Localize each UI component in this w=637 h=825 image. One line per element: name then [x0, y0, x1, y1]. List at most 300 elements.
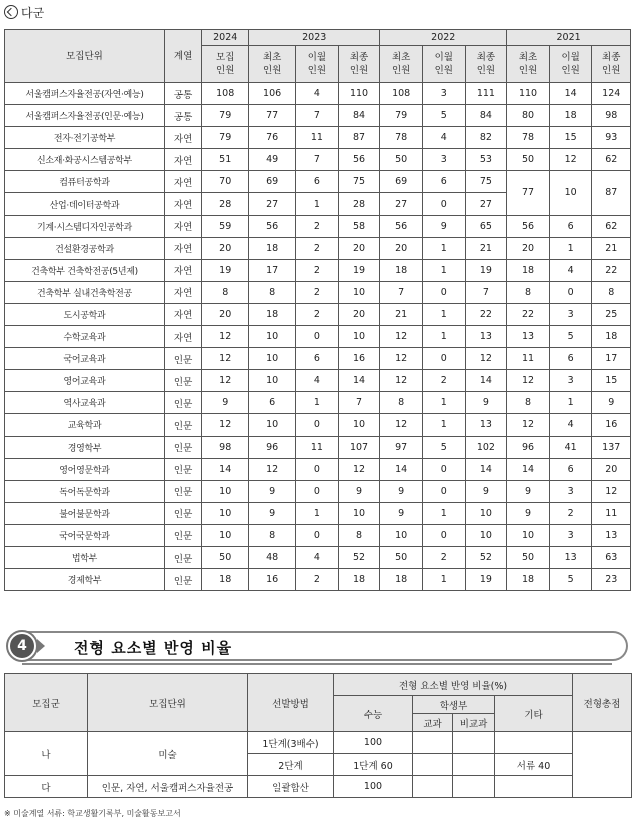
header-carry: 이월 인원 — [422, 46, 465, 83]
table-row — [5, 237, 631, 259]
cell-unit: 국어교육과 — [5, 348, 165, 370]
cell-2023-initial: 69 — [249, 171, 296, 193]
cell-unit: 영어교육과 — [5, 370, 165, 392]
table-row — [5, 546, 631, 568]
arrow-circle-icon — [4, 5, 18, 19]
cell-2021-final: 25 — [592, 303, 631, 325]
cell-category: 인문 — [164, 414, 201, 436]
cell-2021-initial: 22 — [507, 303, 550, 325]
cell-2022-initial: 12 — [380, 370, 423, 392]
cell-2021-carry: 15 — [549, 127, 592, 149]
cell-2023-initial: 10 — [249, 370, 296, 392]
cell-2021-final: 62 — [592, 149, 631, 171]
cell-2021-initial: 77 — [507, 171, 550, 215]
cell-2022-final: 13 — [465, 414, 507, 436]
cell-2023-carry: 2 — [296, 281, 339, 303]
table-row — [5, 458, 631, 480]
cell-category: 인문 — [164, 524, 201, 546]
cell-2023-carry: 7 — [296, 105, 339, 127]
cell-2021-initial: 20 — [507, 237, 550, 259]
cell-2023-initial: 106 — [249, 83, 296, 105]
cell-2023-final: 58 — [338, 215, 380, 237]
cell-2022-final: 9 — [465, 480, 507, 502]
cell-2022-carry: 6 — [422, 171, 465, 193]
cell-2022-final: 27 — [465, 193, 507, 215]
cell-2021-carry: 5 — [549, 326, 592, 348]
cell-2022-final: 75 — [465, 171, 507, 193]
cell-2021-initial: 14 — [507, 458, 550, 480]
cell-2021-final: 17 — [592, 348, 631, 370]
header-initial: 최초 인원 — [380, 46, 423, 83]
cell-2022-final: 10 — [465, 524, 507, 546]
cell-category: 인문 — [164, 458, 201, 480]
cell-2023-final: 28 — [338, 193, 380, 215]
cell-2022-initial: 97 — [380, 436, 423, 458]
cell-2024-recruit: 28 — [202, 193, 249, 215]
cell-unit: 독어독문학과 — [5, 480, 165, 502]
cell-category: 자연 — [164, 127, 201, 149]
cell-group: 나 — [5, 732, 88, 776]
cell-2023-carry: 2 — [296, 215, 339, 237]
cell-2023-initial: 27 — [249, 193, 296, 215]
cell-category: 인문 — [164, 370, 201, 392]
cell-2021-initial: 12 — [507, 370, 550, 392]
cell-2022-initial: 18 — [380, 569, 423, 591]
header-final: 최종 인원 — [592, 46, 631, 83]
cell-2024-recruit: 70 — [202, 171, 249, 193]
cell-2021-final: 20 — [592, 458, 631, 480]
cell-2023-final: 20 — [338, 237, 380, 259]
cell-2021-carry: 6 — [549, 215, 592, 237]
table-row — [5, 776, 632, 798]
cell-2023-initial: 10 — [249, 326, 296, 348]
table-row — [5, 732, 632, 754]
cell-2022-initial: 8 — [380, 392, 423, 414]
cell-2024-recruit: 50 — [202, 546, 249, 568]
cell-2024-recruit: 12 — [202, 348, 249, 370]
cell-2024-recruit: 10 — [202, 502, 249, 524]
cell-2023-final: 87 — [338, 127, 380, 149]
cell-2024-recruit: 51 — [202, 149, 249, 171]
cell-2022-initial: 50 — [380, 546, 423, 568]
header-method: 선발방법 — [248, 674, 334, 732]
cell-2021-final: 8 — [592, 281, 631, 303]
group-title — [4, 3, 44, 21]
cell-2022-initial: 9 — [380, 480, 423, 502]
cell-2023-carry: 0 — [296, 458, 339, 480]
cell-method: 1단계(3배수) — [248, 732, 334, 754]
cell-category: 인문 — [164, 436, 201, 458]
cell-2022-carry: 4 — [422, 127, 465, 149]
cell-2023-carry: 2 — [296, 303, 339, 325]
header-year-2023: 2023 — [249, 30, 380, 46]
header-final: 최종 인원 — [338, 46, 380, 83]
cell-2022-initial: 7 — [380, 281, 423, 303]
cell-2024-recruit: 18 — [202, 569, 249, 591]
cell-2021-initial: 110 — [507, 83, 550, 105]
cell-2022-initial: 69 — [380, 171, 423, 193]
cell-2023-carry: 0 — [296, 524, 339, 546]
cell-2023-carry: 1 — [296, 392, 339, 414]
cell-2021-final: 62 — [592, 215, 631, 237]
cell-2022-carry: 0 — [422, 480, 465, 502]
cell-2023-final: 84 — [338, 105, 380, 127]
header-year-2024: 2024 — [202, 30, 249, 46]
cell-2022-initial: 18 — [380, 259, 423, 281]
cell-2021-initial: 18 — [507, 259, 550, 281]
header-suneung: 수능 — [334, 696, 413, 732]
cell-method: 일괄합산 — [248, 776, 334, 798]
cell-2023-carry: 0 — [296, 414, 339, 436]
cell-category: 자연 — [164, 303, 201, 325]
header-record: 학생부 — [413, 696, 495, 714]
table-row — [5, 149, 631, 171]
section-number-badge — [6, 630, 38, 662]
cell-category: 인문 — [164, 546, 201, 568]
cell-2022-final: 84 — [465, 105, 507, 127]
cell-2023-final: 9 — [338, 480, 380, 502]
cell-2022-final: 52 — [465, 546, 507, 568]
cell-2022-carry: 5 — [422, 436, 465, 458]
cell-2023-initial: 10 — [249, 414, 296, 436]
cell-2023-initial: 18 — [249, 237, 296, 259]
cell-2021-initial: 78 — [507, 127, 550, 149]
cell-2021-initial: 8 — [507, 392, 550, 414]
header-initial: 최초 인원 — [249, 46, 296, 83]
cell-2021-initial: 11 — [507, 348, 550, 370]
cell-suneung: 1단계 60 — [334, 754, 413, 776]
cell-unit: 법학부 — [5, 546, 165, 568]
cell-2021-carry: 2 — [549, 502, 592, 524]
cell-2022-initial: 108 — [380, 83, 423, 105]
cell-2023-carry: 6 — [296, 171, 339, 193]
cell-2024-recruit: 10 — [202, 524, 249, 546]
cell-category: 공통 — [164, 105, 201, 127]
cell-category: 자연 — [164, 281, 201, 303]
cell-2024-recruit: 20 — [202, 237, 249, 259]
cell-2022-initial: 50 — [380, 149, 423, 171]
cell-unit: 신소재·화공시스템공학부 — [5, 149, 165, 171]
cell-2021-final: 98 — [592, 105, 631, 127]
cell-unit: 미술 — [88, 732, 248, 776]
cell-2022-final: 13 — [465, 326, 507, 348]
cell-2023-final: 12 — [338, 458, 380, 480]
admission-history-table — [4, 29, 631, 591]
cell-2022-initial: 79 — [380, 105, 423, 127]
cell-2023-initial: 48 — [249, 546, 296, 568]
cell-2021-initial: 56 — [507, 215, 550, 237]
cell-2021-initial: 9 — [507, 480, 550, 502]
cell-2023-carry: 4 — [296, 83, 339, 105]
cell-2021-initial: 50 — [507, 149, 550, 171]
cell-unit: 서울캠퍼스자율전공(자연·예능) — [5, 83, 165, 105]
cell-category: 자연 — [164, 171, 201, 193]
cell-2022-initial: 10 — [380, 524, 423, 546]
table-row — [5, 480, 631, 502]
cell-subject — [413, 754, 453, 776]
cell-2023-carry: 1 — [296, 193, 339, 215]
cell-2022-carry: 2 — [422, 546, 465, 568]
cell-2022-initial: 12 — [380, 348, 423, 370]
cell-2022-initial: 78 — [380, 127, 423, 149]
header-recruit: 모집 인원 — [202, 46, 249, 83]
cell-2023-final: 75 — [338, 171, 380, 193]
cell-2022-final: 12 — [465, 348, 507, 370]
table-row — [5, 171, 631, 193]
cell-2023-initial: 9 — [249, 480, 296, 502]
header-group: 모집군 — [5, 674, 88, 732]
cell-2023-final: 110 — [338, 83, 380, 105]
cell-2023-final: 10 — [338, 281, 380, 303]
cell-2022-final: 7 — [465, 281, 507, 303]
cell-2022-carry: 1 — [422, 259, 465, 281]
cell-2023-initial: 77 — [249, 105, 296, 127]
cell-2023-carry: 2 — [296, 569, 339, 591]
cell-2021-carry: 5 — [549, 569, 592, 591]
table-row — [5, 326, 631, 348]
cell-2023-final: 56 — [338, 149, 380, 171]
header-initial: 최초 인원 — [507, 46, 550, 83]
cell-2022-carry: 1 — [422, 237, 465, 259]
cell-2021-carry: 12 — [549, 149, 592, 171]
cell-category: 인문 — [164, 348, 201, 370]
cell-unit: 건축학부 건축학전공(5년제) — [5, 259, 165, 281]
cell-2022-carry: 0 — [422, 458, 465, 480]
cell-2023-initial: 16 — [249, 569, 296, 591]
cell-unit: 영어영문학과 — [5, 458, 165, 480]
table-row — [5, 105, 631, 127]
cell-2023-initial: 96 — [249, 436, 296, 458]
cell-2023-carry: 7 — [296, 149, 339, 171]
cell-group: 다 — [5, 776, 88, 798]
table-row — [5, 569, 631, 591]
cell-2024-recruit: 12 — [202, 414, 249, 436]
cell-unit: 역사교육과 — [5, 392, 165, 414]
header-year-2021: 2021 — [507, 30, 631, 46]
cell-2021-initial: 50 — [507, 546, 550, 568]
table-row — [5, 259, 631, 281]
cell-unit: 건축학부 실내건축학전공 — [5, 281, 165, 303]
cell-2022-final: 9 — [465, 392, 507, 414]
cell-2021-carry: 1 — [549, 392, 592, 414]
cell-2024-recruit: 20 — [202, 303, 249, 325]
cell-subject — [413, 732, 453, 754]
header-nonsubject: 비교과 — [453, 714, 495, 732]
cell-category: 자연 — [164, 215, 201, 237]
cell-2022-initial: 56 — [380, 215, 423, 237]
cell-2021-carry: 3 — [549, 480, 592, 502]
cell-2021-final: 18 — [592, 326, 631, 348]
cell-2021-final: 9 — [592, 392, 631, 414]
cell-2021-initial: 96 — [507, 436, 550, 458]
cell-2023-initial: 56 — [249, 215, 296, 237]
section-title: 전형 요소별 반영 비율 — [74, 639, 233, 657]
cell-category: 자연 — [164, 237, 201, 259]
cell-2021-carry: 3 — [549, 524, 592, 546]
cell-unit: 산업·데이터공학과 — [5, 193, 165, 215]
cell-category: 인문 — [164, 480, 201, 502]
header-year-2022: 2022 — [380, 30, 507, 46]
cell-2021-final: 13 — [592, 524, 631, 546]
cell-unit: 국어국문학과 — [5, 524, 165, 546]
cell-2021-carry: 1 — [549, 237, 592, 259]
cell-2022-carry: 1 — [422, 392, 465, 414]
cell-2023-carry: 6 — [296, 348, 339, 370]
cell-unit: 도시공학과 — [5, 303, 165, 325]
cell-2023-initial: 76 — [249, 127, 296, 149]
cell-unit: 컴퓨터공학과 — [5, 171, 165, 193]
cell-unit: 교육학과 — [5, 414, 165, 436]
header-subject: 교과 — [413, 714, 453, 732]
cell-category: 인문 — [164, 569, 201, 591]
cell-2024-recruit: 9 — [202, 392, 249, 414]
cell-2021-carry: 0 — [549, 281, 592, 303]
cell-2021-carry: 18 — [549, 105, 592, 127]
cell-2022-final: 19 — [465, 259, 507, 281]
cell-2022-carry: 0 — [422, 281, 465, 303]
cell-2022-final: 10 — [465, 502, 507, 524]
header-carry: 이월 인원 — [549, 46, 592, 83]
header-unit: 모집단위 — [5, 30, 165, 83]
table-row — [5, 370, 631, 392]
table-row — [5, 392, 631, 414]
cell-2021-carry: 3 — [549, 303, 592, 325]
cell-2021-initial: 10 — [507, 524, 550, 546]
table-row — [5, 524, 631, 546]
cell-2021-initial: 18 — [507, 569, 550, 591]
cell-2022-initial: 9 — [380, 502, 423, 524]
cell-2022-carry: 1 — [422, 414, 465, 436]
cell-2021-final: 16 — [592, 414, 631, 436]
cell-2021-carry: 13 — [549, 546, 592, 568]
cell-2022-final: 111 — [465, 83, 507, 105]
cell-2024-recruit: 10 — [202, 480, 249, 502]
cell-2023-carry: 11 — [296, 127, 339, 149]
cell-2022-carry: 0 — [422, 193, 465, 215]
cell-2023-initial: 17 — [249, 259, 296, 281]
cell-method: 2단계 — [248, 754, 334, 776]
cell-2022-initial: 20 — [380, 237, 423, 259]
section-number: 4 — [10, 634, 34, 658]
header-ratio: 전형 요소별 반영 비율(%) — [334, 674, 573, 696]
cell-2021-final: 21 — [592, 237, 631, 259]
cell-2022-initial: 14 — [380, 458, 423, 480]
cell-2024-recruit: 12 — [202, 326, 249, 348]
cell-2022-carry: 2 — [422, 370, 465, 392]
badge-arrow-icon — [37, 639, 45, 653]
cell-suneung: 100 — [334, 776, 413, 798]
cell-2023-final: 52 — [338, 546, 380, 568]
cell-unit: 경제학부 — [5, 569, 165, 591]
cell-unit: 수학교육과 — [5, 326, 165, 348]
cell-2024-recruit: 12 — [202, 370, 249, 392]
table-row — [5, 303, 631, 325]
cell-2023-initial: 6 — [249, 392, 296, 414]
cell-2021-carry: 6 — [549, 458, 592, 480]
cell-2022-carry: 3 — [422, 83, 465, 105]
cell-2024-recruit: 108 — [202, 83, 249, 105]
cell-2023-final: 20 — [338, 303, 380, 325]
cell-etc: 서류 40 — [495, 754, 573, 776]
cell-unit: 인문, 자연, 서울캠퍼스자율전공 — [88, 776, 248, 798]
cell-2021-carry: 6 — [549, 348, 592, 370]
table-row — [5, 414, 631, 436]
cell-2023-carry: 0 — [296, 480, 339, 502]
cell-2022-final: 21 — [465, 237, 507, 259]
cell-2021-final: 124 — [592, 83, 631, 105]
cell-2021-carry: 3 — [549, 370, 592, 392]
cell-2023-final: 14 — [338, 370, 380, 392]
cell-2023-initial: 49 — [249, 149, 296, 171]
cell-2022-final: 82 — [465, 127, 507, 149]
cell-2021-initial: 13 — [507, 326, 550, 348]
cell-nonsubject — [453, 732, 495, 754]
cell-2021-final: 23 — [592, 569, 631, 591]
cell-2023-initial: 9 — [249, 502, 296, 524]
cell-2021-final: 15 — [592, 370, 631, 392]
cell-2023-carry: 4 — [296, 546, 339, 568]
cell-2023-final: 107 — [338, 436, 380, 458]
cell-2023-carry: 4 — [296, 370, 339, 392]
cell-2022-carry: 1 — [422, 502, 465, 524]
header-carry: 이월 인원 — [296, 46, 339, 83]
cell-2021-final: 63 — [592, 546, 631, 568]
cell-2021-carry: 41 — [549, 436, 592, 458]
cell-unit: 전자·전기공학부 — [5, 127, 165, 149]
cell-2023-carry: 0 — [296, 326, 339, 348]
cell-2023-final: 19 — [338, 259, 380, 281]
cell-2022-carry: 1 — [422, 326, 465, 348]
cell-2023-carry: 2 — [296, 259, 339, 281]
cell-2021-final: 93 — [592, 127, 631, 149]
cell-2022-carry: 0 — [422, 348, 465, 370]
cell-2022-initial: 12 — [380, 326, 423, 348]
cell-2024-recruit: 79 — [202, 127, 249, 149]
cell-nonsubject — [453, 754, 495, 776]
cell-2023-final: 10 — [338, 326, 380, 348]
cell-2022-carry: 1 — [422, 569, 465, 591]
cell-2021-carry: 4 — [549, 414, 592, 436]
cell-2021-final: 87 — [592, 171, 631, 215]
cell-etc — [495, 776, 573, 798]
cell-2021-carry: 10 — [549, 171, 592, 215]
cell-2023-initial: 10 — [249, 348, 296, 370]
table-row — [5, 83, 631, 105]
cell-total — [573, 732, 632, 798]
cell-2021-initial: 12 — [507, 414, 550, 436]
cell-2023-final: 8 — [338, 524, 380, 546]
table-row — [5, 281, 631, 303]
cell-category: 인문 — [164, 502, 201, 524]
cell-2023-initial: 18 — [249, 303, 296, 325]
cell-2022-carry: 9 — [422, 215, 465, 237]
cell-2022-final: 102 — [465, 436, 507, 458]
cell-2021-final: 22 — [592, 259, 631, 281]
cell-2023-final: 7 — [338, 392, 380, 414]
cell-2023-initial: 8 — [249, 524, 296, 546]
cell-suneung: 100 — [334, 732, 413, 754]
cell-unit: 불어불문학과 — [5, 502, 165, 524]
cell-2023-carry: 1 — [296, 502, 339, 524]
cell-unit: 건설환경공학과 — [5, 237, 165, 259]
cell-2022-initial: 12 — [380, 414, 423, 436]
cell-2022-carry: 3 — [422, 149, 465, 171]
cell-category: 인문 — [164, 392, 201, 414]
cell-subject — [413, 776, 453, 798]
cell-category: 자연 — [164, 326, 201, 348]
cell-2023-final: 10 — [338, 414, 380, 436]
cell-2022-carry: 1 — [422, 303, 465, 325]
